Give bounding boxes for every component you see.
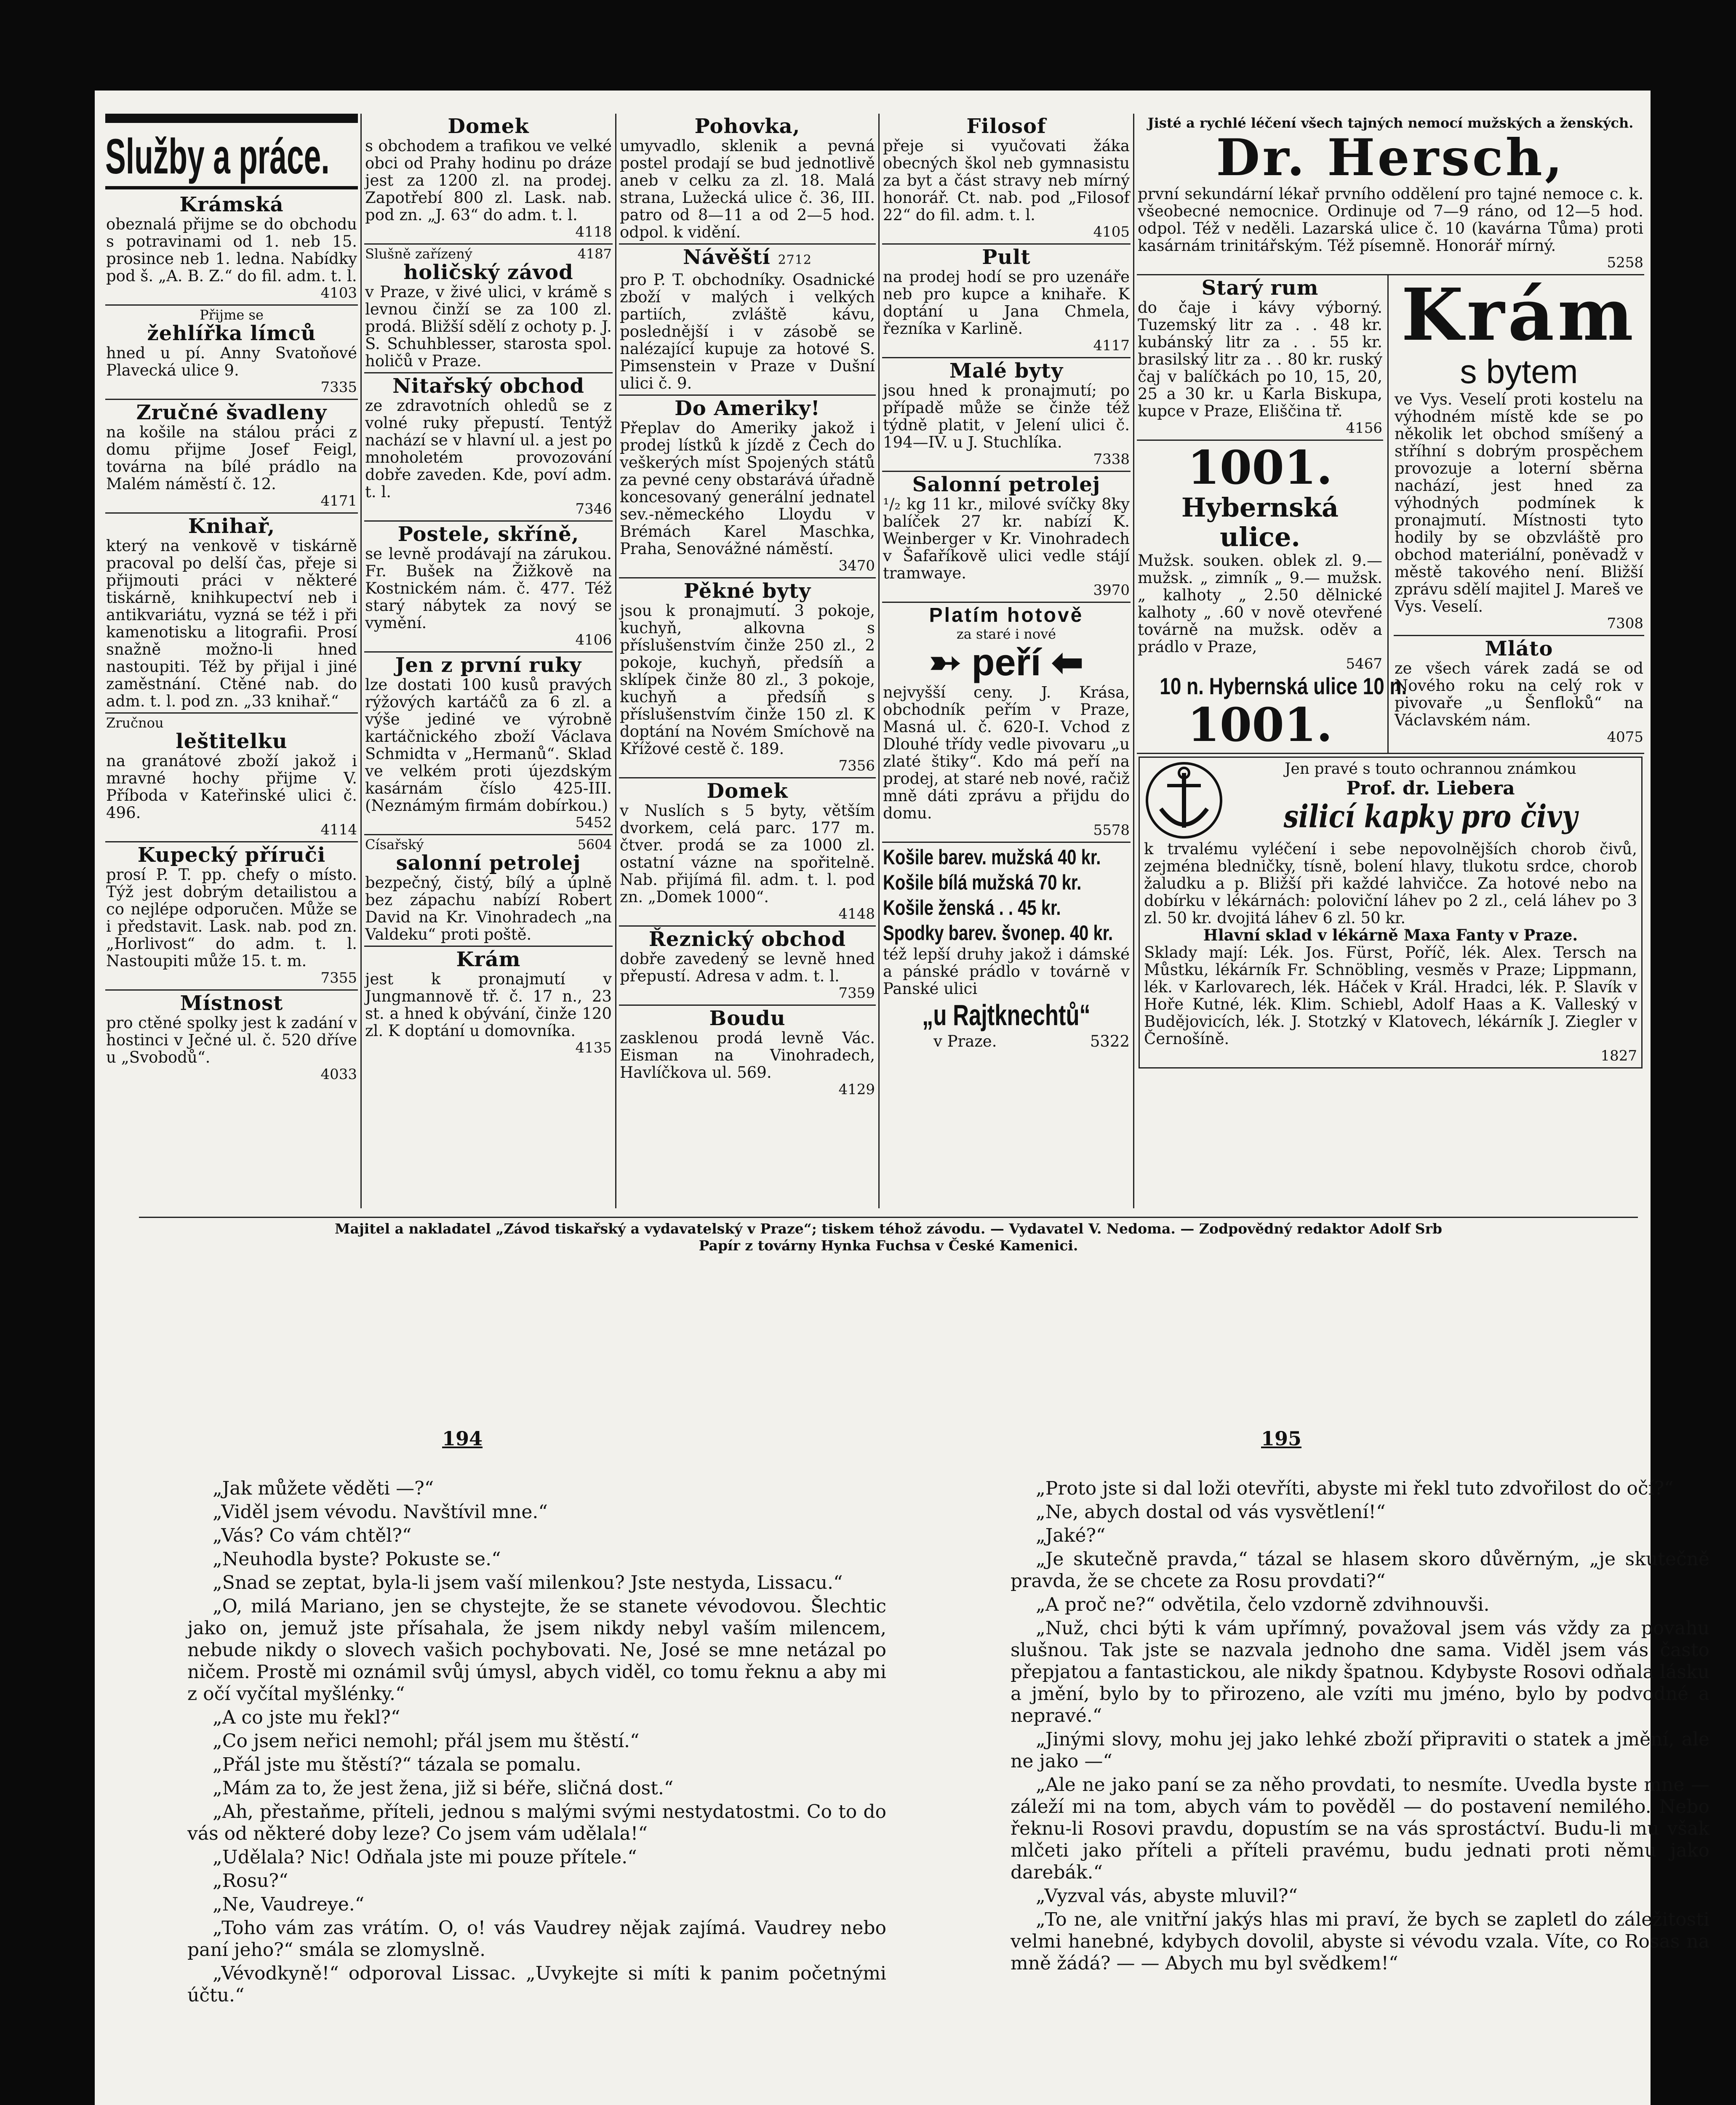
ad-title: leštitelku: [176, 730, 288, 753]
ad-code: 7355: [320, 970, 357, 986]
ad-right-stack: [1389, 275, 1644, 753]
ads-column-3: [619, 114, 876, 1208]
paragraph: „Jaké?“: [1036, 1525, 1106, 1546]
ad-code: 3970: [1093, 582, 1130, 599]
ad: [105, 306, 358, 400]
ad-title: Jen z první ruky: [395, 653, 582, 677]
ad-title: Pěkné byty: [683, 579, 811, 603]
ad-text: ve Vys. Veselí proti kostelu na výhodném místě kde se po několik let obchod smíšený a stříhní s dobrým prospěchem provozuje a loterní sběrna nachází, jest hned za výhodných podmínek k pronajmutí. Místnosti tyto hodily by se obzvláště pro obchod materiální, poněvadž v městě takového není. Bližší zprávu sdělí majitel J. Mareš ve Vys. Veselí.: [1395, 390, 1643, 616]
ad-text: se levně prodávají na zárukou. Fr. Bušek na Žižkově na Kostnickém nám. č. 477. Též starý nábytek za nový se vymění.: [365, 545, 612, 632]
paragraph: „Přál jste mu štěstí?“ tázala se pomalu.: [213, 1754, 581, 1775]
paragraph: „Nuž, chci býti k vám upřímný, považoval jsem vás vždy za povahu slušnou. Tak jste se nazvala jednoho dne sama. Viděl jsem vás často přepjatou a fantastickou, ale nikdy špatnou. Kdybyste Rosovi odňala lásku a jmění, bylo by to přirozeno, ale vzíti mu jméno, bylo by podvodné a nepravé.“: [1011, 1617, 1709, 1727]
ad: [1137, 275, 1383, 441]
paragraph: „Co jsem neřici nemohl; přál jsem mu štěstí.“: [213, 1730, 640, 1752]
ads-column-4: [882, 114, 1131, 1208]
ad-title: salonní petrolej: [396, 851, 581, 875]
ad-title: Řeznický obchod: [648, 927, 846, 951]
paragraph: „Jinými slovy, mohu jej jako lehké zboží připraviti o statek a jmění, ale ne jako —“: [1011, 1729, 1709, 1772]
ad-title: Nitařský obchod: [392, 374, 584, 398]
ad: [364, 373, 613, 522]
ad-title: Boudu: [709, 1007, 786, 1030]
ad: [1137, 440, 1407, 753]
ad-pretitle: Zručnou: [106, 715, 164, 731]
paragraph: „Ne, abych dostal od vás vysvětlení!“: [1036, 1501, 1386, 1523]
heading-rule: [105, 186, 358, 189]
ad-text: nejvyšší ceny. J. Krása, obchodník peřím v Praze, Masná ul. č. 620-I. Vchod z Dlouhé třídy vedle pivovaru „u zlaté štiky“. Kdo má peří na prodej, at staré neb nové, račiž mně dáti zprávu a přijdu do domu.: [883, 683, 1130, 822]
ad: [1394, 636, 1644, 749]
ad-code: 4103: [320, 285, 357, 301]
paragraph: „Mám za to, že jest žena, již si béře, sličná dost.“: [213, 1777, 674, 1799]
ad-code: 5467: [1346, 655, 1382, 672]
ad-code: 7346: [575, 501, 612, 517]
ad-title: Filosof: [966, 115, 1046, 138]
ad-code: 4187: [577, 246, 612, 262]
lieber-heading: [1224, 760, 1637, 840]
ad-text: též lepší druhy jakož i dámské a pánské prádlo v továrně v Panské ulici: [883, 945, 1130, 998]
ad: [364, 522, 613, 653]
ad-code: 7308: [1607, 615, 1643, 632]
paragraph: „Snad se zeptat, byla-li jsem vaší milenkou? Jste nestyda, Lissacu.“: [213, 1572, 843, 1593]
trademark-anchor-icon: [1144, 760, 1224, 840]
ad-title: Návěští: [683, 245, 771, 269]
section-heading: Služby a práce.: [105, 129, 330, 184]
ad-text: Přeplav do Ameriky jakož i prodej lístků k jízdě z Čech do veškerých míst Spojených států za pevné ceny obstarává úřadně koncesovaný generální jednatel sev.-německého Lloydu v Brémách Karel Maschka, Praha, Senovážné náměstí.: [620, 419, 875, 558]
ad-footer-row: [883, 1033, 1130, 1050]
column-divider: [615, 114, 616, 1208]
ad-code: 7335: [320, 379, 357, 396]
ad: [619, 578, 876, 778]
feather-icon: ➳: [929, 642, 961, 684]
ad-title: Hybernská ulice.: [1181, 492, 1339, 552]
ad-title: žehlířka límců: [147, 322, 316, 345]
ad-title: Krám: [456, 948, 521, 971]
ad-title: Dr. Hersch,: [1216, 128, 1565, 187]
column-divider: [1133, 114, 1134, 1208]
imprint-line: Majitel a nakladatel „Závod tiskařský a vydavatelský v Praze“; tiskem téhož závodu. — Vydavatel V. Nedoma. — Zodpovědný redaktor Adolf Srb: [334, 1220, 1443, 1237]
ad-text: jest k pronajmutí v Jungmannově tř. č. 17 n., 23 st. a hned k obývání, činže 120 zl. K doptání u domovníka.: [365, 970, 612, 1040]
ad-text: dobře zavedený se levně hned přepustí. Adresa v adm. t. l.: [620, 950, 875, 985]
ad: [619, 114, 876, 245]
ad-code: 1827: [1600, 1047, 1637, 1064]
ad-title: Platím hotově: [929, 604, 1084, 626]
lieber-header: [1144, 760, 1637, 840]
ad-lieber: [1139, 757, 1643, 1068]
classified-ads-section: [105, 114, 1644, 1210]
ad-title: Pult: [982, 245, 1031, 269]
ad-title: holičský závod: [403, 261, 573, 284]
shirt-price-line: Košile bílá mužská 70 kr.: [883, 871, 1082, 894]
ad: [882, 603, 1131, 843]
ad-code: 4135: [575, 1039, 612, 1056]
paragraph: „O, milá Mariano, jen se chystejte, že se stanete vévodovou. Šlechtic jako on, jemuž jste přísahala, že jsem nikdy nebyl vaším milencem, nebude nikdy o slovech vašich pochybovati. Ne, José se mne netázal po ničem. Prostě mi oznámil svůj úmysl, abych viděl, co tomu řeknu a aby mi z očí vyčítal myšlénky.“: [187, 1596, 886, 1705]
ad-text: umyvadlo, sklenik a pevná postel prodají se bud jednotlivě aneb v celku za zl. 18. Malá strana, Lužecká ulice č. 36, III. patro od 8—11 a od 2—5 hod. odpol. k vidění.: [620, 137, 875, 241]
ad-code: 4156: [1346, 420, 1382, 437]
ad-text: hned u pí. Anny Svatoňové Plavecká ulice 9.: [106, 344, 357, 379]
ad: [105, 991, 358, 1086]
ad-pretitle: Jisté a rychlé léčení všech tajných nemocí mužských a ženských.: [1147, 115, 1634, 131]
ad: [364, 947, 613, 1059]
paragraph: „Vyzval vás, abyste mluvil?“: [1036, 1885, 1298, 1907]
ad-code: 4075: [1607, 729, 1643, 746]
ad: [882, 114, 1131, 245]
ad-number: 1001.: [1187, 698, 1333, 752]
novel-text-right: [1011, 1478, 1709, 1976]
paragraph: „Neuhodla byste? Pokuste se.“: [213, 1548, 501, 1570]
ad-title: Domek: [448, 115, 529, 138]
ad-code: 5578: [1093, 822, 1130, 839]
ad-code: 7359: [838, 985, 875, 1002]
ad: [105, 842, 358, 991]
ad-title: Do Ameriky!: [675, 397, 820, 420]
ad: [105, 714, 358, 842]
ad-code: 7356: [838, 757, 875, 774]
ad-subtitle: s bytem: [1460, 353, 1578, 390]
ad-title: Malé byty: [949, 359, 1064, 383]
ad-pretitle: Císařský: [365, 837, 424, 853]
ad-code: 5322: [1090, 1032, 1130, 1050]
ad-text: na granátové zboží jakož i mravné hochy přijme V. Příboda v Kateřinské ulici č. 496.: [106, 752, 357, 822]
paragraph: „Vévodkyně!“ odporoval Lissac. „Uvykejte si míti k panim početnými účtu.“: [187, 1963, 886, 2006]
ad-text: v Praze, v živé ulici, v krámě s levnou činží se za 100 zl. prodá. Bližší sdělí z ochoty p. J. S. Schuhblesser, starosta spol. holičů v Praze.: [365, 283, 612, 370]
ad-title: Knihař,: [188, 514, 275, 538]
ad-text: ze všech várek zadá se od Nového roku na celý rok v pivovaře „u Šenfloků“ na Václavském nám.: [1395, 659, 1643, 729]
paragraph: „To ne, ale vnitřní jakýs hlas mi praví, že bych se zapletl do záležitosti velmi hanebné, kdybych dovolil, abyste si vévodu vzala. Víte, co Rosas na mně žádá? — — Abych mu byl svědkem!“: [1011, 1909, 1709, 1974]
ad: [364, 653, 613, 835]
shirt-price-line: Spodky barev. švonep. 40 kr.: [883, 921, 1113, 945]
ad: [105, 400, 358, 514]
ad-title: Kupecký příruči: [137, 843, 326, 867]
paragraph: „Ne, Vaudreye.“: [213, 1894, 365, 1915]
paragraph: „Proto jste si dal loži otevříti, abyste mi řekl tuto zdvořilost do očí?“: [1036, 1478, 1674, 1499]
ad-pretitle: Slušně zařízený: [365, 246, 472, 262]
ad-text: k trvalému vyléčení i sebe nepovolnějších chorob čivů, zejména bledničky, tísně, bolení hlavy, tlukotu srdce, chorob žaludku a p. Bližší při každé lahvičce. Za hotové nebo na dobírku v lékárnách: poloviční láhev po 2 zl., celá láhev po 3 zl. 50 kr. dvojitá láhev 6 zl. 50 kr.: [1144, 840, 1637, 927]
ads-column-1: [105, 114, 358, 1208]
imprint-line: Papír z továrny Hynka Fuchsa v České Kamenici.: [699, 1237, 1078, 1254]
ad-text: pro P. T. obchodníky. Osadnické zboží v malých i velkých partiích, zvláště kávu, poslednější i v zásobě se nalézající kupuje za hotové S. Pimsenstein v Praze v Dušní ulici č. 9.: [620, 271, 875, 392]
paragraph: „Udělala? Nic! Odňala jste mi pouze přítele.“: [213, 1847, 637, 1868]
ad-title-row: [620, 246, 875, 271]
ad: [882, 245, 1131, 358]
novel-text-left: [187, 1478, 886, 2008]
ad-code: 7338: [1093, 451, 1130, 468]
ad: [619, 1006, 876, 1101]
ad-code: 5258: [1607, 254, 1643, 271]
ad: [619, 927, 876, 1006]
ad-text: pro ctěné spolky jest k zadání v hostinci v Ječné ul. č. 520 dříve u „Svobodů“.: [106, 1014, 357, 1066]
ad-code: 4106: [575, 632, 612, 648]
ad: [619, 396, 876, 578]
ad-code: 4118: [575, 224, 612, 240]
ad-big-word: peří: [971, 642, 1041, 684]
ad-place: v Praze.: [933, 1032, 997, 1050]
ad: [364, 245, 613, 373]
ad-big-word: „u Rajtknechtů“: [922, 999, 1091, 1031]
ad-title: Krám: [1401, 273, 1637, 357]
ad-text: přeje si vyučovati žáka obecných škol neb gymnasistu za byt a část stravy neb mírný honorář. Ct. nab. pod „Filosof 22“ do fil. adm. t. l.: [883, 137, 1130, 224]
ad-text: bezpečný, čistý, bílý a úplně bez zápachu nabízí Robert David na Kr. Vinohradech „na Valdeku“ proti poště.: [365, 874, 612, 943]
ad-title: Salonní petrolej: [912, 473, 1101, 496]
ad-number: 1001.: [1187, 440, 1333, 495]
ad-text: obeznalá přijme se do obchodu s potravinami od 1. neb 15. prosince neb 1. ledna. Nabídky pod š. „A. B. Z.“ do fil. adm. t. l.: [106, 215, 357, 285]
feather-ad-headline: [883, 642, 1130, 684]
ad-title: Krámská: [179, 193, 284, 216]
shirt-price-line: Košile barev. mužská 40 kr.: [883, 845, 1101, 869]
ad-text: jsou hned k pronajmutí; po případě může se činže též týdně platit, v Jelení ulici č. 194—IV. u J. Stuchlíka.: [883, 381, 1130, 451]
ad-title: Postele, skříně,: [397, 522, 579, 546]
ad: [619, 778, 876, 927]
ad: [882, 843, 1131, 1052]
ad-text: lze dostati 100 kusů pravých rýžových kartáčů za 6 zl. a výše jediné ve výrobně kartáčnického zboží Václava Schmidta v „Hermanů“. Sklad ve velkém proti újezdským kasárnám číslo 425-III. (Neznámým firmám dobírkou.): [365, 676, 612, 815]
ad: [619, 245, 876, 396]
ad-code: 4117: [1093, 337, 1130, 354]
ad-title: Domek: [707, 779, 788, 803]
ad-code: 4171: [320, 493, 357, 509]
ad-row: [1137, 275, 1644, 754]
ad-title: Mláto: [1485, 637, 1553, 661]
ad-title: Místnost: [180, 991, 283, 1015]
column-divider: [878, 114, 880, 1208]
ad-text-more: Sklady mají: Lék. Jos. Fürst, Poříč, lék. Alex. Tersch na Můstku, lékárník Fr. Schnöbling, vesměs v Praze; Lippmann, lék. v Karlovarech, lék. Háček v Král. Hradci, lék. P. Slavík v Hoře Kutné, lék. Klim. Schiebl, Adolf Haas a K. Valleský v Budějovicích, lék. J. Stotzký v Klatovech, lékárník J. Ziegler v Černošíně.: [1144, 943, 1637, 1048]
ad-hersch: [1137, 114, 1644, 275]
ad-title: Starý rum: [1201, 276, 1319, 300]
ad: [882, 358, 1131, 472]
ad-pretitle: Přijme se: [200, 307, 264, 323]
ads-column-5: [1137, 114, 1644, 1208]
imprint-footer: [139, 1217, 1638, 1254]
ad-text: Mužsk. souken. oblek zl. 9.— mužsk. „ zimník „ 9.— mužsk. „ kalhoty „ 2.50 dělnické kalhoty „ .60 v nově otevřené továrně na mužsk. oděv a prádlo v Praze,: [1138, 552, 1382, 656]
ad-title: silicí kapky pro čivy: [1283, 799, 1578, 835]
paragraph: „Je skutečně pravda,“ tázal se hlasem skoro důvěrným, „je skutečně pravda, že se chcete za Rosu provdati?“: [1011, 1548, 1709, 1592]
paragraph: „A co jste mu řekl?“: [213, 1707, 400, 1728]
ad-text: prosí P. T. pp. chefy o místo. Týž jest dobrým detailistou a co nejlépe odporučen. Může se i představit. Lask. nab. pod zn. „Horlivost“ do adm. t. l. Nastoupiti může 15. t. m.: [106, 866, 357, 970]
ad-text: ¹/₂ kg 11 kr., milové svíčky 8ky balíček 27 kr. nabízí K. Weinberger v Kr. Vinohradech v Šafaříkově ulici vedle stájí tramwaye.: [883, 495, 1130, 582]
ad-code: 4129: [838, 1081, 875, 1098]
ad-text: do čaje i kávy výborný. Tuzemský litr za . . 48 kr. kubánský litr za . . 55 kr. brasilský litr za . . 80 kr. ruský čaj v balíčkách po 10, 15, 20, 25 a 30 kr. u Karla Biskupa, kupce v Praze, Eliščina tř.: [1138, 298, 1382, 420]
ad-address: 10 n. Hybernská ulice 10 n.: [1160, 673, 1407, 699]
ad-text: první sekundární lékař prvního oddělení pro tajné nemoce c. k. všeobecné nemocnice. Ordinuje od 7—9 ráno, od 12—5 hod. odpol. Též v neděli. Lazarská ulice č. 10 (kavárna Tůma) proti kasárnám trinitářským. Též písemně. Honorář mírný.: [1138, 185, 1643, 255]
ad-subtitle: za staré i nové: [956, 626, 1056, 642]
ad: [105, 192, 358, 306]
ad: [1394, 275, 1644, 636]
ad-code: 4033: [320, 1066, 357, 1083]
paragraph: „A proč ne?“ odvětila, čelo vzdorně zdvihnouvši.: [1036, 1594, 1490, 1615]
ad-pretitle-row: [365, 837, 612, 852]
ads-column-2: [364, 114, 613, 1208]
heading-rule: [105, 114, 358, 123]
paragraph: „Rosu?“: [213, 1870, 288, 1892]
ad-text: který na venkově v tiskárně pracoval po delší čas, přeje si přijmouti práci v některé tiskárně, knihkupectví neb i antikvariátu, vyzná se též i při kamenotisku a litografii. Prosí snažně možno-li hned nastoupiti. Též by přijal i jiné zaměstnání. Ctěné nab. do adm. t. l. pod zn. „33 knihař.“: [106, 537, 357, 710]
ad-depot: Hlavní sklad v lékárně Maxa Fanty v Praze.: [1203, 926, 1578, 944]
ad-text: s obchodem a trafikou ve velké obci od Prahy hodinu po dráze jest za 1200 zl. na prodej. Zapotřebí 800 zl. Lask. nab. pod zn. „J. 63“ do adm. t. l.: [365, 137, 612, 224]
page-number-left: 194: [442, 1427, 483, 1450]
ad-text: zasklenou prodá levně Vác. Eisman na Vinohradech, Havlíčkova ul. 569.: [620, 1029, 875, 1082]
ad-author: Prof. dr. Liebera: [1346, 778, 1515, 799]
ad-text: v Nuslích s 5 byty, větším dvorkem, celá parc. 177 m. čtver. prodá se za 1000 zl. ostatní vázne na spořitelně. Nab. přijímá fil. adm. t. l. pod zn. „Domek 1000“.: [620, 802, 875, 906]
ad-text: ze zdravotních ohledů se z volné ruky přepustí. Tentýž nachází se v hlavní ul. a jest po mnoholetém provozování dobře zaveden. Kde, poví adm. t. l.: [365, 397, 612, 501]
paragraph: „Ah, přestaňme, příteli, jednou s malými svými nestydatostmi. Co to do vás od některé doby leze? Co jsem vám udělala!“: [187, 1801, 886, 1844]
ad-code: 3470: [838, 557, 875, 574]
ad-text: jsou k pronajmutí. 3 pokoje, kuchyň, alkovna s příslušenstvím činže 250 zl., 2 pokoje, kuchyň, předsíň a sklípek činže 80 zl., 3 pokoje, kuchyň a předsíň s příslušenstvím činže 150 zl. K doptání na Novém Smíchově na Křížové cestě č. 189.: [620, 602, 875, 758]
ad-title: Pohovka,: [694, 115, 800, 138]
column-divider: [360, 114, 362, 1208]
paragraph: „Ale ne jako paní se za něho provdati, to nesmíte. Uvedla byste mne — záleží mi na tom, abych vám to pověděl — do postavení nemilého. Nebo řeknu-li Rosovi pravdu, dopustím se na vás sprostáctví. Budu-li mu však mlčeti jako příteli a příteli pravému, budu jednati proti němu jako darebák.“: [1011, 1774, 1709, 1883]
ad: [364, 114, 613, 245]
paragraph: „Viděl jsem vévodu. Navštívil mne.“: [213, 1501, 548, 1523]
ad-pretitle-row: [365, 246, 612, 261]
paragraph: „Jak můžete věděti —?“: [213, 1478, 434, 1499]
ad-code: 4105: [1093, 224, 1130, 240]
ad-left-stack: [1137, 275, 1407, 753]
ad-pretitle: Jen pravé s touto ochrannou známkou: [1285, 760, 1576, 778]
ad-code: 4148: [838, 906, 875, 922]
paragraph: „Vás? Co vám chtěl?“: [213, 1525, 412, 1546]
ad: [882, 472, 1131, 603]
ad-code: 5452: [575, 814, 612, 831]
paragraph: „Toho vám zas vrátím. O, o! vás Vaudrey nějak zajímá. Vaudrey nebo paní jeho?“ smála se zlomyslně.: [187, 1917, 886, 1961]
ad-code: 4114: [320, 821, 357, 838]
ad-text: na košile na stálou práci z domu přijme Josef Feigl, továrna na bílé prádlo na Malém náměstí č. 12.: [106, 423, 357, 493]
ad-code: 5604: [577, 837, 612, 853]
ad-code: 2712: [778, 253, 812, 267]
shirt-price-line: Košile ženská . . 45 kr.: [883, 896, 1061, 919]
ad-title: Zručné švadleny: [136, 401, 327, 424]
ad: [105, 514, 358, 714]
ad-text: na prodej hodí se pro uzenáře neb pro kupce a knihaře. K doptání u Jana Chmela, řezníka v Karlině.: [883, 268, 1130, 338]
feather-icon: ⬅: [1051, 642, 1083, 684]
page-number-right: 195: [1261, 1427, 1302, 1450]
ad: [364, 835, 613, 947]
